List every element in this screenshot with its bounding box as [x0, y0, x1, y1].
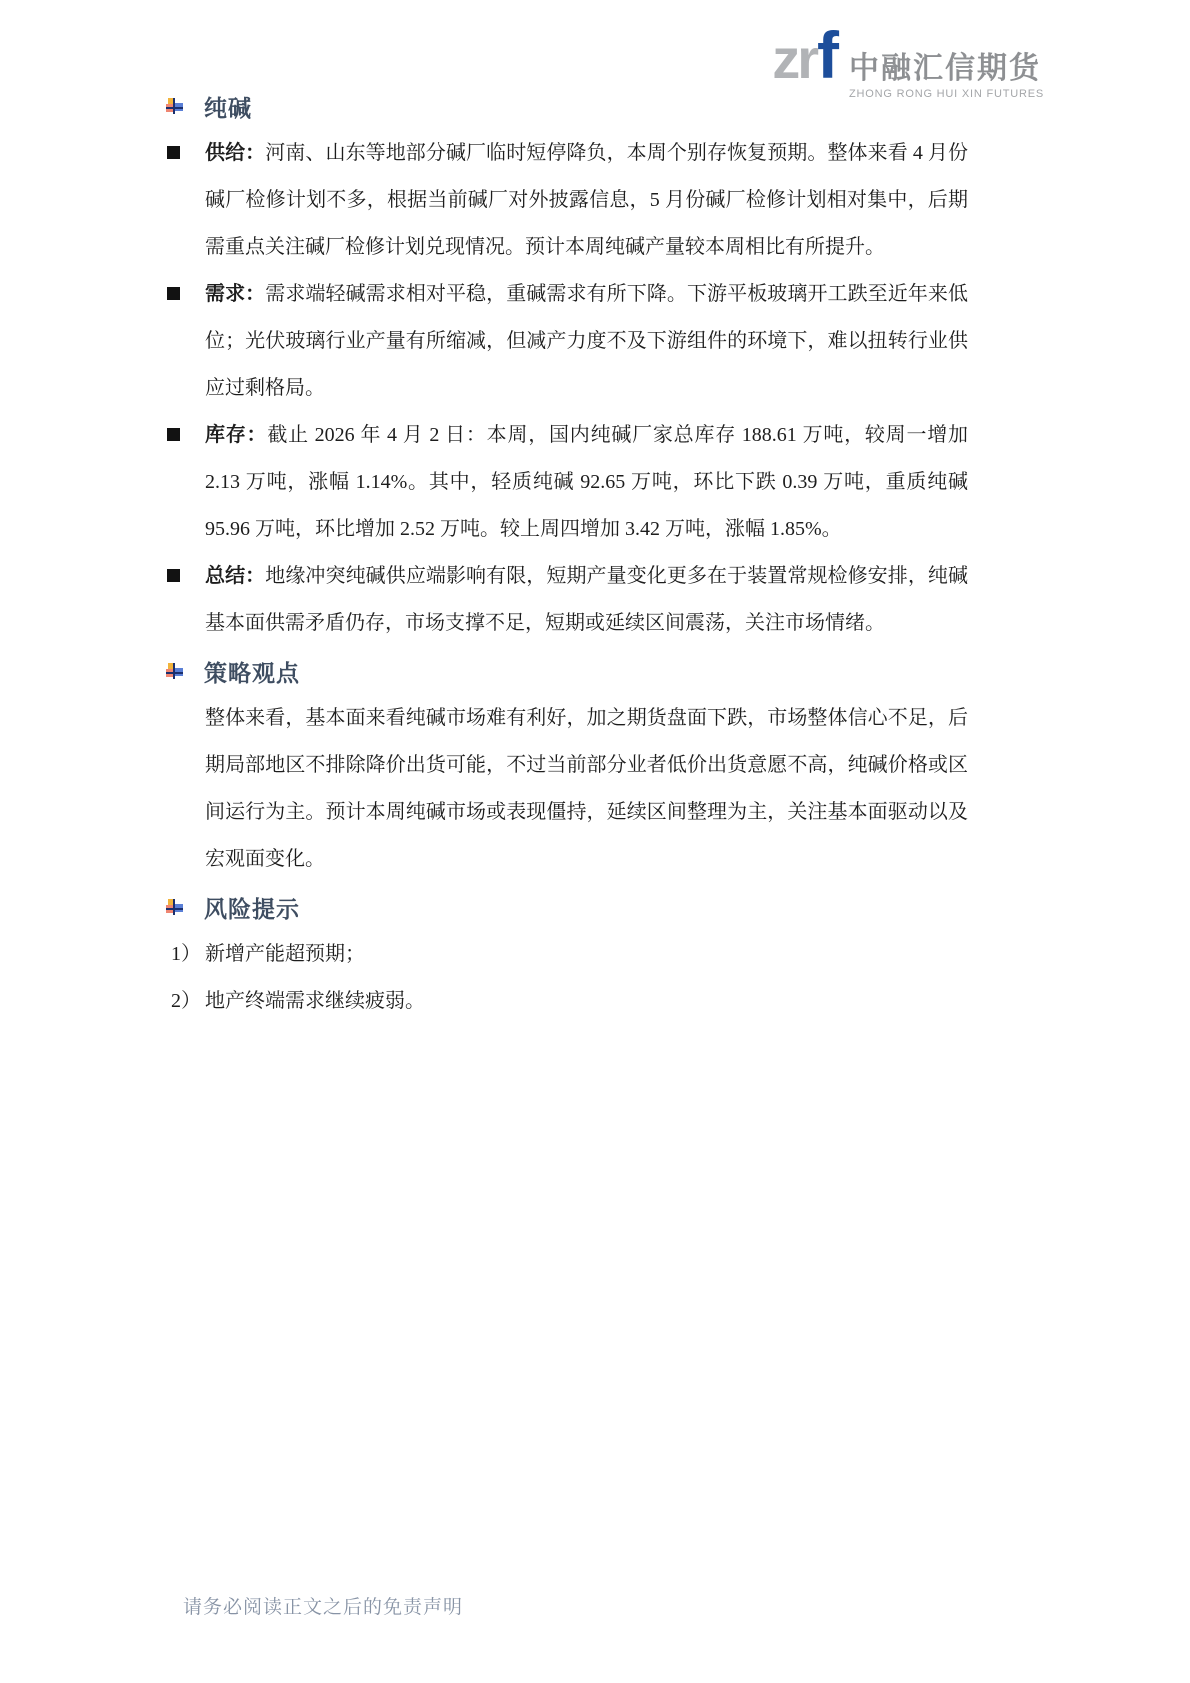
section-title: 纯碱: [204, 95, 252, 121]
paragraph-text: 截止 2026 年 4 月 2 日：本周，国内纯碱厂家总库存 188.61 万吨，较周一增加 2.13 万吨，涨幅 1.14%。其中，轻质纯碱 92.65 万吨，环比下跌 0.39 万吨，重质纯碱 95.96 万吨，环比增加 2.52 万吨。较上周四增加 3.42 万吨，涨幅 1.85%。: [205, 424, 969, 540]
bullet-supply: [166, 130, 968, 271]
heading-soda-ash: [166, 82, 968, 130]
colored-cross-bullet-icon: [166, 899, 183, 915]
disclaimer-footer: 请务必阅读正文之后的免责声明: [183, 1597, 464, 1618]
heading-risk-warning: [166, 883, 968, 931]
paragraph-label: 供给：: [205, 142, 266, 164]
logo-f-text: f: [817, 18, 840, 92]
paragraph-label: 总结：: [205, 565, 266, 587]
colored-cross-bullet-icon: [166, 98, 183, 114]
heading-strategy-view: [166, 647, 968, 695]
logo-company-name-en: ZHONG RONG HUI XIN FUTURES: [849, 87, 1044, 100]
square-bullet-icon: [167, 146, 180, 159]
para-strategy: [166, 695, 968, 883]
logo-zr-text: zr: [772, 27, 817, 90]
bullet-demand: [166, 271, 968, 412]
square-bullet-icon: [167, 569, 180, 582]
logo-company-name-cn: 中融汇信期货: [849, 52, 1042, 85]
risk-item-number: 2）: [171, 990, 201, 1012]
bullet-inventory: [166, 412, 968, 553]
paragraph-text: 地缘冲突纯碱供应端影响有限，短期产量变化更多在于装置常规检修安排，纯碱基本面供需矛盾仍存，市场支撑不足，短期或延续区间震荡，关注市场情绪。: [205, 565, 969, 634]
square-bullet-icon: [167, 287, 180, 300]
paragraph-label: 库存：: [205, 424, 268, 446]
section-title: 策略观点: [204, 660, 300, 686]
risk-item-text: 新增产能超预期；: [205, 943, 365, 965]
square-bullet-icon: [167, 428, 180, 441]
section-title: 风险提示: [204, 896, 300, 922]
risk-item-2: [166, 978, 968, 1025]
paragraph-text: 需求端轻碱需求相对平稳，重碱需求有所下降。下游平板玻璃开工跌至近年来低位；光伏玻璃行业产量有所缩减，但减产力度不及下游组件的环境下，难以扭转行业供应过剩格局。: [205, 283, 969, 399]
paragraph-text: 整体来看，基本面来看纯碱市场难有利好，加之期货盘面下跌，市场整体信心不足，后期局部地区不排除降价出货可能，不过当前部分业者低价出货意愿不高，纯碱价格或区间运行为主。预计本周纯碱市场或表现僵持，延续区间整理为主，关注基本面驱动以及宏观面变化。: [205, 707, 968, 870]
colored-cross-bullet-icon: [166, 663, 183, 679]
paragraph-text: 河南、山东等地部分碱厂临时短停降负，本周个别存恢复预期。整体来看 4 月份碱厂检修计划不多，根据当前碱厂对外披露信息，5 月份碱厂检修计划相对集中，后期需重点关注碱厂检修计划兑现情况。预计本周纯碱产量较本周相比有所提升。: [205, 142, 969, 258]
bullet-summary: [166, 553, 968, 647]
risk-item-1: [166, 931, 968, 978]
report-body: [166, 82, 968, 1025]
risk-item-text: 地产终端需求继续疲弱。: [205, 990, 425, 1012]
paragraph-label: 需求：: [205, 283, 266, 305]
risk-item-number: 1）: [171, 943, 201, 965]
